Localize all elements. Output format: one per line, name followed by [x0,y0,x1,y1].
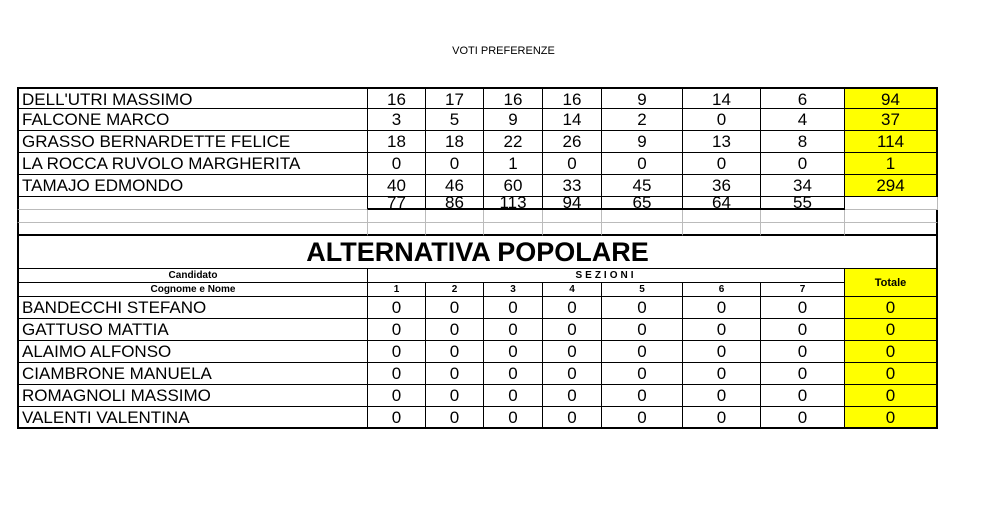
section-vote-cell: 0 [368,297,426,319]
table-row [17,407,938,429]
candidate-name-cell: BANDECCHI STEFANO [17,297,368,319]
candidate-name-cell: GATTUSO MATTIA [17,319,368,341]
page-title: VOTI PREFERENZE [452,45,555,57]
section-vote-cell: 0 [543,363,602,385]
section-vote-cell: 0 [602,153,683,175]
candidate-name-cell: GRASSO BERNARDETTE FELICE [17,131,368,153]
section-vote-cell: 0 [683,297,761,319]
candidate-name-cell: VALENTI VALENTINA [17,407,368,429]
section-vote-cell: 0 [426,297,484,319]
section-vote-cell: 16 [484,87,543,109]
section-vote-cell: 36 [683,175,761,197]
header-total: Totale [845,269,938,297]
table-row [17,131,938,153]
section-vote-cell: 0 [761,297,845,319]
section-vote-cell: 0 [602,341,683,363]
section-vote-cell: 0 [484,363,543,385]
section-vote-cell: 0 [484,341,543,363]
section-vote-cell: 60 [484,175,543,197]
candidate-name-cell: ALAIMO ALFONSO [17,341,368,363]
section-vote-cell: 0 [761,319,845,341]
sum-cell: 65 [602,197,683,210]
section-vote-cell: 0 [602,363,683,385]
section-vote-cell: 0 [761,153,845,175]
total-cell: 294 [845,175,938,197]
group1-rows [17,87,938,197]
section-number: 5 [602,283,683,297]
section-vote-cell: 33 [543,175,602,197]
table-row [17,297,938,319]
section-vote-cell: 0 [484,407,543,429]
section-vote-cell: 0 [543,407,602,429]
section-vote-cell: 0 [484,319,543,341]
section-vote-cell: 0 [543,297,602,319]
table-row [17,319,938,341]
total-cell: 0 [845,385,938,407]
section-vote-cell: 5 [426,109,484,131]
section-vote-cell: 0 [602,385,683,407]
section-vote-cell: 0 [683,153,761,175]
table-row [17,109,938,131]
section-vote-cell: 0 [683,319,761,341]
candidate-name-cell: ROMAGNOLI MASSIMO [17,385,368,407]
table-row [17,153,938,175]
section-vote-cell: 13 [683,131,761,153]
section-vote-cell: 0 [368,407,426,429]
section-vote-cell: 14 [543,109,602,131]
header-row-2 [17,283,938,297]
group2-rows [17,297,938,429]
section-vote-cell: 0 [543,319,602,341]
candidate-name-cell: CIAMBRONE MANUELA [17,363,368,385]
section-vote-cell: 8 [761,131,845,153]
sums-row [17,197,938,210]
sum-cell: 94 [543,197,602,210]
section-vote-cell: 0 [602,319,683,341]
sum-cell: 77 [368,197,426,210]
section-number: 2 [426,283,484,297]
candidate-name-cell: DELL'UTRI MASSIMO [17,87,368,109]
section-vote-cell: 0 [426,385,484,407]
section-vote-cell: 2 [602,109,683,131]
section-vote-cell: 18 [426,131,484,153]
section-vote-cell: 22 [484,131,543,153]
sum-cell: 55 [761,197,845,210]
section-vote-cell: 0 [368,363,426,385]
section-vote-cell: 40 [368,175,426,197]
section-vote-cell: 0 [543,385,602,407]
candidate-name-cell: TAMAJO EDMONDO [17,175,368,197]
sum-cell: 64 [683,197,761,210]
section-vote-cell: 0 [368,341,426,363]
section-vote-cell: 0 [426,407,484,429]
section-vote-cell: 0 [426,341,484,363]
section-number: 6 [683,283,761,297]
section-vote-cell: 46 [426,175,484,197]
section-vote-cell: 0 [602,297,683,319]
section-vote-cell: 0 [368,153,426,175]
total-cell: 37 [845,109,938,131]
candidate-name-cell: LA ROCCA RUVOLO MARGHERITA [17,153,368,175]
section-vote-cell: 0 [683,341,761,363]
party-title: ALTERNATIVA POPOLARE [17,236,938,269]
section-vote-cell: 9 [484,109,543,131]
header-candidate: Candidato [17,269,368,283]
section-vote-cell: 0 [484,297,543,319]
sum-label-cell [17,197,368,210]
section-number: 7 [761,283,845,297]
section-vote-cell: 0 [484,385,543,407]
preference-votes-table [17,87,938,429]
section-vote-cell: 9 [602,131,683,153]
section-vote-cell: 14 [683,87,761,109]
total-cell: 0 [845,407,938,429]
section-vote-cell: 1 [484,153,543,175]
section-vote-cell: 45 [602,175,683,197]
sum-cell: 86 [426,197,484,210]
section-vote-cell: 0 [761,407,845,429]
section-vote-cell: 0 [426,153,484,175]
total-cell: 0 [845,363,938,385]
total-cell: 114 [845,131,938,153]
section-number: 1 [368,283,426,297]
sum-cell: 113 [484,197,543,210]
total-cell: 0 [845,341,938,363]
blank-row [17,210,938,223]
section-vote-cell: 0 [368,385,426,407]
total-cell: 1 [845,153,938,175]
header-name: Cognome e Nome [17,283,368,297]
section-vote-cell: 4 [761,109,845,131]
section-vote-cell: 3 [368,109,426,131]
section-vote-cell: 0 [543,153,602,175]
section-vote-cell: 0 [368,319,426,341]
header-row-1 [17,269,938,283]
candidate-name-cell: FALCONE MARCO [17,109,368,131]
total-cell: 0 [845,319,938,341]
section-vote-cell: 34 [761,175,845,197]
section-vote-cell: 0 [683,109,761,131]
sum-total-cell [845,197,938,210]
section-vote-cell: 0 [761,385,845,407]
section-vote-cell: 0 [426,363,484,385]
section-vote-cell: 0 [602,407,683,429]
section-vote-cell: 9 [602,87,683,109]
section-number: 4 [543,283,602,297]
table-row [17,341,938,363]
section-vote-cell: 0 [761,363,845,385]
table-row [17,385,938,407]
section-number: 3 [484,283,543,297]
section-vote-cell: 17 [426,87,484,109]
blank-row [17,223,938,236]
section-vote-cell: 0 [761,341,845,363]
section-vote-cell: 0 [426,319,484,341]
section-vote-cell: 26 [543,131,602,153]
section-vote-cell: 16 [368,87,426,109]
section-vote-cell: 16 [543,87,602,109]
section-vote-cell: 0 [683,363,761,385]
table-row [17,175,938,197]
section-vote-cell: 6 [761,87,845,109]
section-vote-cell: 18 [368,131,426,153]
total-cell: 94 [845,87,938,109]
group2-header [17,269,938,297]
section-vote-cell: 0 [683,385,761,407]
total-cell: 0 [845,297,938,319]
section-vote-cell: 0 [543,341,602,363]
table-row [17,87,938,109]
header-sections: SEZIONI [368,269,845,283]
table-row [17,363,938,385]
section-vote-cell: 0 [683,407,761,429]
